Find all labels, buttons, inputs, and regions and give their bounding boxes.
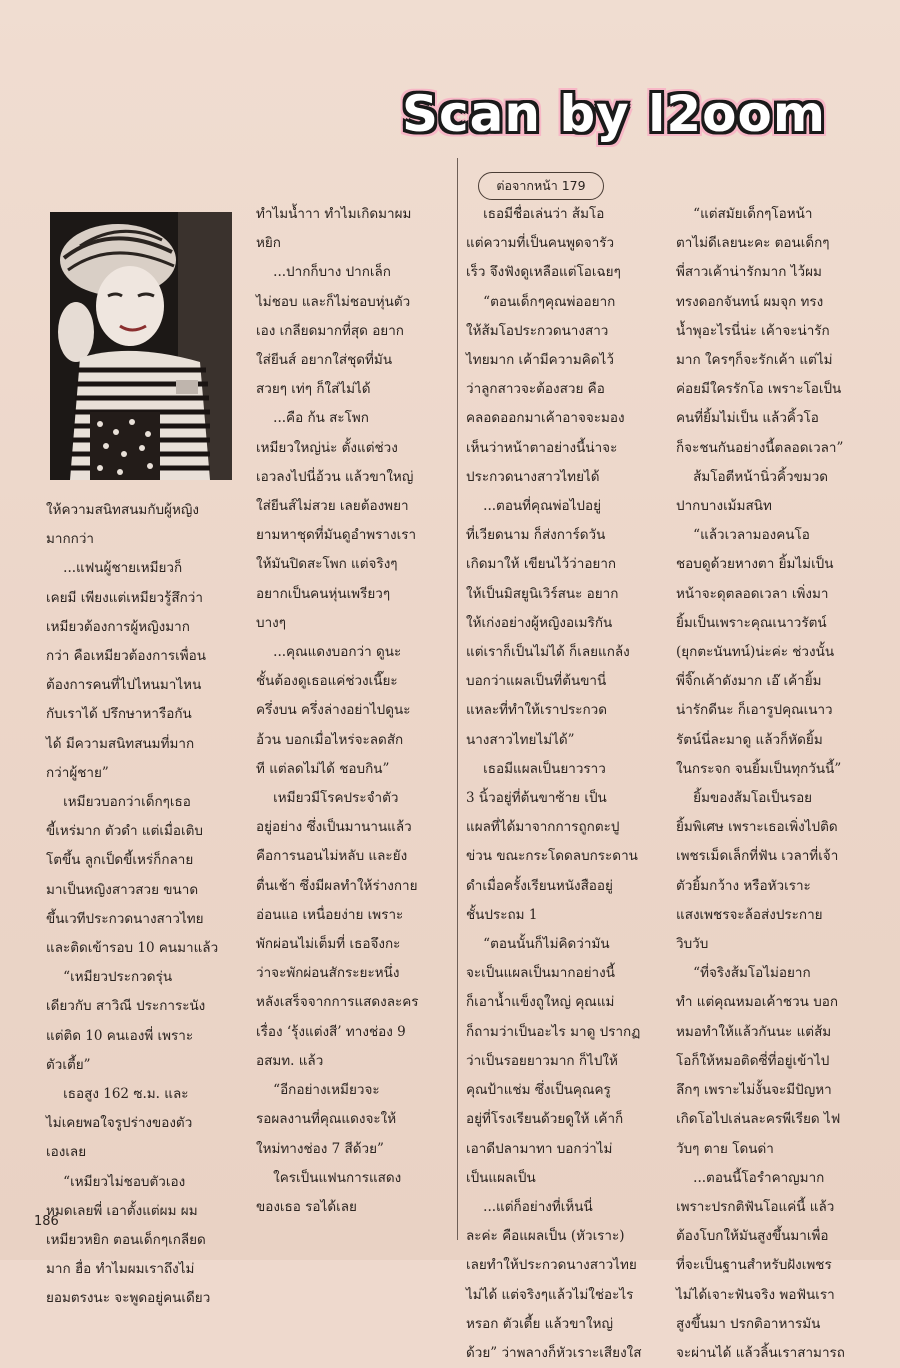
portrait-photo: [50, 212, 232, 480]
article-column-1: ให้ความสนิทสนมกับผู้หญิง มากกว่า ...แฟนผู้ชายเหมียวก็ เคยมี เพียงแต่เหมียวรู้สึกว่า เหมียวต้องการผู้หญิงมาก กว่า คือเหมียวต้องการเพื่อน ต้องการคนที่ไปไหนมาไหน กับเราได้ ปรึกษาหารือกัน ได้ มีความสนิทสนมที่มาก กว่าผู้ชาย” เหมียวบอกว่าเด็กๆเธอ ขี้เหร่มาก ตัวดำ แต่เมื่อเติบ โตขึ้น ลูกเป็ดขี้เหร่ก็กลาย มาเป็นหญิงสาวสวย ขนาด ขึ้นเวทีประกวดนางสาวไทย และติดเข้ารอบ 10 คนมาแล้ว “เหมียวประกวดรุ่น เดียวกับ สาวิณี ประการะนัง แต่ติด 10 คนเองพี่ เพราะ ตัวเตี้ย” เธอสูง 162 ซ.ม. และ ไม่เคยพอใจรูปร่างของตัว เองเลย “เหมียวไม่ชอบตัวเอง หมดเลยพี่ เอาตั้งแต่ผม ผม เหมียวหยิก ตอนเด็กๆเกลียด มาก ฮื่อ ทำไมผมเราถึงไม่ ยอมตรงนะ จะพูดอยู่คนเดียว: [46, 502, 219, 1307]
watermark-text: Scan by l2oom: [402, 85, 826, 143]
continued-from-label: ต่อจากหน้า 179: [478, 172, 604, 200]
article-column-4: “แต่สมัยเด็กๆโอหน้า ตาไม่ดีเลยนะคะ ตอนเด็กๆ พี่สาวเค้าน่ารักมาก ไว้ผม ทรงดอกจันทน์ ผมจุก ทรง น้ำพุอะไรนี่น่ะ เค้าจะน่ารัก มาก ใครๆก็จะรักเค้า แต่ไม่ ค่อยมีใครรักโอ เพราะโอเป็น คนที่ยิ้มไม่เป็น แล้วคิ้วโอ ก็จะชนกันอย่างนี้ตลอดเวลา” ส้มโอตีหน้านิ่วคิ้วขมวด ปากบางเม้มสนิท “แล้วเวลามองคนโอ ชอบดูด้วยหางตา ยิ้มไม่เป็น หน้าจะดุตลอดเวลา เพิ่งมา ยิ้มเป็นเพราะคุณเนาวรัตน์ (ยุกตะนันทน์)น่ะค่ะ ช่วงนั้น พี่จิ๊กเค้าดังมาก เอ๊ เค้ายิ้ม น่ารักดีนะ ก็เอารูปคุณเนาว รัตน์นี่ละมาดู แล้วก็หัดยิ้ม ในกระจก จนยิ้มเป็นทุกวันนี้” ยิ้มของส้มโอเป็นรอย ยิ้มพิเศษ เพราะเธอเพิ่งไปติด เพชรเม็ดเล็กที่ฟัน เวลาที่เจ้า ตัวยิ้มกว้าง หรือหัวเราะ แสงเพชรจะล้อส่งประกาย วิบวับ “ที่จริงส้มโอไม่อยาก ทำ แต่คุณหมอเค้าชวน บอก หมอทำให้แล้วกันนะ แต่ส้ม โอก็ให้หมอติดซี่ที่อยู่เข้าไป ลึกๆ เพราะไม่งั้นจะมีปัญหา เกิดโอไปเล่นละครพีเรียด ไฟ วับๆ ตาย โดนด่า ...ตอนนี้โอรำคาญมาก เพราะปรกติฟันโอแค่นี้ แล้ว ต้องโบกให้มันสูงขึ้นมาเพื่อ ที่จะเป็นฐานสำหรับฝังเพชร ไม่ได้เจาะฟันจริง พอฟันเรา สูงขึ้นมา ปรกติอาหารมัน จะผ่านได้ แล้วลิ้นเราสามารถ: [676, 206, 845, 1361]
article-column-3: เธอมีชื่อเล่นว่า ส้มโอ แต่ความที่เป็นคนพูดจารัว เร็ว จึงฟังดูเหลือแต่โอเฉยๆ “ตอนเด็กๆคุณพ่ออยาก ให้ส้มโอประกวดนางสาว ไทยมาก เค้ามีความคิดไว้ ว่าลูกสาวจะต้องสวย คือ คลอดออกมาเค้าอาจจะมอง เห็นว่าหน้าตาอย่างนี้น่าจะ ประกวดนางสาวไทยได้ ...ตอนที่คุณพ่อไปอยู่ ที่เวียดนาม ก็ส่งการ์ดวัน เกิดมาให้ เขียนไว้ว่าอยาก ให้เป็นมิสยูนิเวิร์สนะ อยาก ให้เก่งอย่างผู้หญิงอเมริกัน แต่เราก็เป็นไม่ได้ ก็เลยแกล้ง บอกว่าแผลเป็นที่ต้นขานี่ แหละที่ทำให้เราประกวด นางสาวไทยไม่ได้” เธอมีแผลเป็นยาวราว 3 นิ้วอยู่ที่ต้นขาซ้าย เป็น แผลที่ได้มาจากการถูกตะปู ข่วน ขณะกระโดดลบกระดาน ดำเมื่อครั้งเรียนหนังสืออยู่ ชั้นประถม 1 “ตอนนั้นก็ไม่คิดว่ามัน จะเป็นแผลเป็นมากอย่างนี้ ก็เอาน้ำแข็งถูใหญ่ คุณแม่ ก็ถามว่าเป็นอะไร มาดู ปรากฏ ว่าเป็นรอยยาวมาก ก็ไปให้ คุณป้าแช่ม ซึ่งเป็นคุณครู อยู่ที่โรงเรียนด้วยดูให้ เค้าก็ เอาดีปลามาทา บอกว่าไม่ เป็นแผลเป็น ...แต่ก็อย่างที่เห็นนี่ ละค่ะ คือแผลเป็น (หัวเราะ) เลยทำให้ประกวดนางสาวไทย ไม่ได้ แต่จริงๆแล้วไม่ใช่อะไร หรอก ตัวเตี้ย แล้วขาใหญ่ ด้วย” ว่าพลางก็หัวเราะเสียงใส: [466, 206, 642, 1361]
article-column-2: ทำไมน้ำาา ทำไมเกิดมาผม หยิก ...ปากก็บาง ปากเล็ก ไม่ชอบ และก็ไม่ชอบหุ่นตัว เอง เกลียดมากที่สุด อยาก ใส่ยีนส์ อยากใส่ชุดที่มัน สวยๆ เท่ๆ ก็ใส่ไม่ได้ ...คือ ก้น สะโพก เหมียวใหญ่น่ะ ตั้งแต่ช่วง เอวลงไปนี่อ้วน แล้วขาใหญ่ ใส่ยีนส์ไม่สวย เลยต้องพยา ยามหาชุดที่มันดูอำพรางเรา ให้มันปิดสะโพก แต่จริงๆ อยากเป็นคนหุ่นเพรียวๆ บางๆ ...คุณแดงบอกว่า ดูนะ ชั้นต้องดูเธอแค่ช่วงเนี๊ยะ ครึ่งบน ครึ่งล่างอย่าไปดูนะ อ้วน บอกเมื่อไหร่จะลดสัก ที แต่ลดไม่ได้ ชอบกิน” เหมียวมีโรคประจำตัว อยู่อย่าง ซึ่งเป็นมานานแล้ว คือการนอนไม่หลับ และยัง ตื่นเช้า ซึ่งมีผลทำให้ร่างกาย อ่อนแอ เหนื่อยง่าย เพราะ พักผ่อนไม่เต็มที่ เธอจึงกะ ว่าจะพักผ่อนสักระยะหนึ่ง หลังเสร็จจากการแสดงละคร เรื่อง ‘รุ้งแต่งสี’ ทางช่อง 9 อสมท. แล้ว “อีกอย่างเหมียวจะ รอผลงานที่คุณแดงจะให้ ใหม่ทางช่อง 7 สีด้วย” ใครเป็นแฟนการแสดง ของเธอ รอได้เลย: [256, 206, 419, 1215]
portrait-illustration: [50, 212, 232, 480]
column-divider: [457, 158, 458, 1240]
page-number: 186: [34, 1214, 59, 1229]
